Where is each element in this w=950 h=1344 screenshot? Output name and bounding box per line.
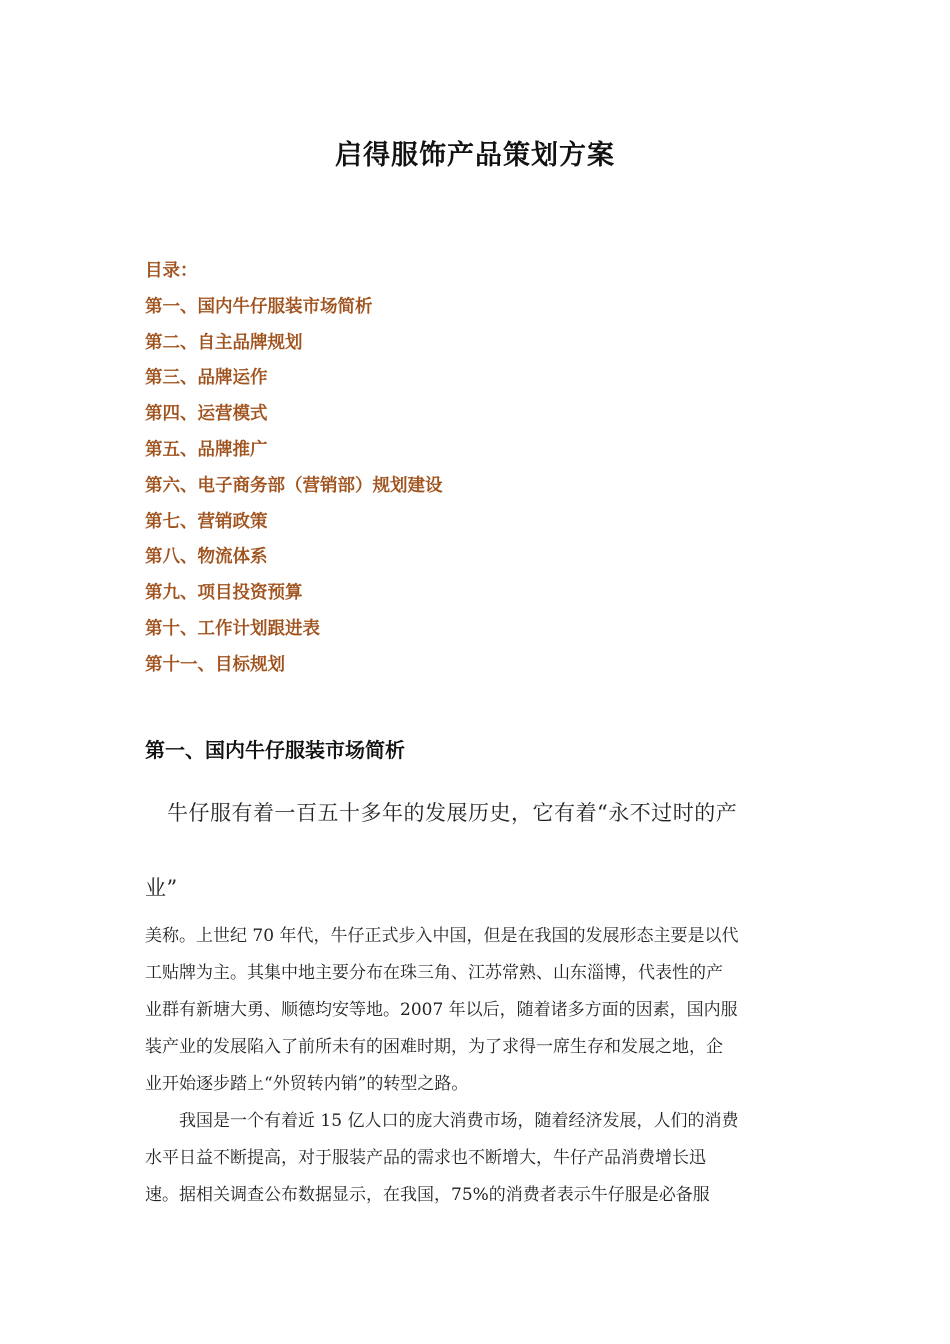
document-title: 启得服饰产品策划方案 [335, 140, 615, 171]
toc-item[interactable]: 第九、项目投资预算 [145, 583, 303, 604]
body-large-line: 业” [145, 876, 178, 900]
paragraph-line: 水平日益不断提高，对于服装产品的需求也不断增大，牛仔产品消费增长迅 [145, 1148, 706, 1168]
paragraph-line: 装产业的发展陷入了前所未有的困难时期，为了求得一席生存和发展之地，企 [145, 1037, 723, 1057]
toc-heading: 目录： [145, 261, 198, 281]
toc-item[interactable]: 第五、品牌推广 [145, 439, 268, 460]
toc-item[interactable]: 第十一、目标规划 [145, 654, 285, 675]
body-large-line: 牛仔服有着一百五十多年的发展历史，它有着“永不过时的产 [167, 801, 738, 825]
toc-item[interactable]: 第七、营销政策 [145, 511, 268, 532]
table-of-contents [145, 259, 443, 689]
toc-item[interactable]: 第六、电子商务部（营销部）规划建设 [145, 475, 443, 496]
paragraph-line: 业群有新塘大勇、顺德均安等地。2007 年以后，随着诸多方面的因素，国内服 [145, 1000, 738, 1020]
paragraph-line: 美称。上世纪 70 年代，牛仔正式步入中国，但是在我国的发展形态主要是以代 [145, 926, 739, 946]
toc-item[interactable]: 第一、国内牛仔服装市场简析 [145, 296, 373, 317]
paragraph-line: 速。据相关调查公布数据显示，在我国，75%的消费者表示牛仔服是必备服 [145, 1185, 710, 1205]
paragraph-line: 工贴牌为主。其集中地主要分布在珠三角、江苏常熟、山东淄博，代表性的产 [145, 963, 723, 983]
toc-item[interactable]: 第四、运营模式 [145, 404, 268, 425]
toc-list [145, 295, 443, 689]
paragraph-line: 我国是一个有着近 15 亿人口的庞大消费市场，随着经济发展，人们的消费 [145, 1111, 739, 1131]
toc-item[interactable]: 第八、物流体系 [145, 547, 268, 568]
paragraph-line: 业开始逐步踏上“外贸转内销”的转型之路。 [145, 1074, 469, 1094]
body-paragraph [145, 1103, 810, 1214]
toc-item[interactable]: 第二、自主品牌规划 [145, 332, 303, 353]
section-heading: 第一、国内牛仔服装市场简析 [145, 738, 405, 762]
toc-item[interactable]: 第三、品牌运作 [145, 368, 268, 389]
body-paragraph [145, 918, 810, 1103]
toc-item[interactable]: 第十、工作计划跟进表 [145, 618, 320, 639]
